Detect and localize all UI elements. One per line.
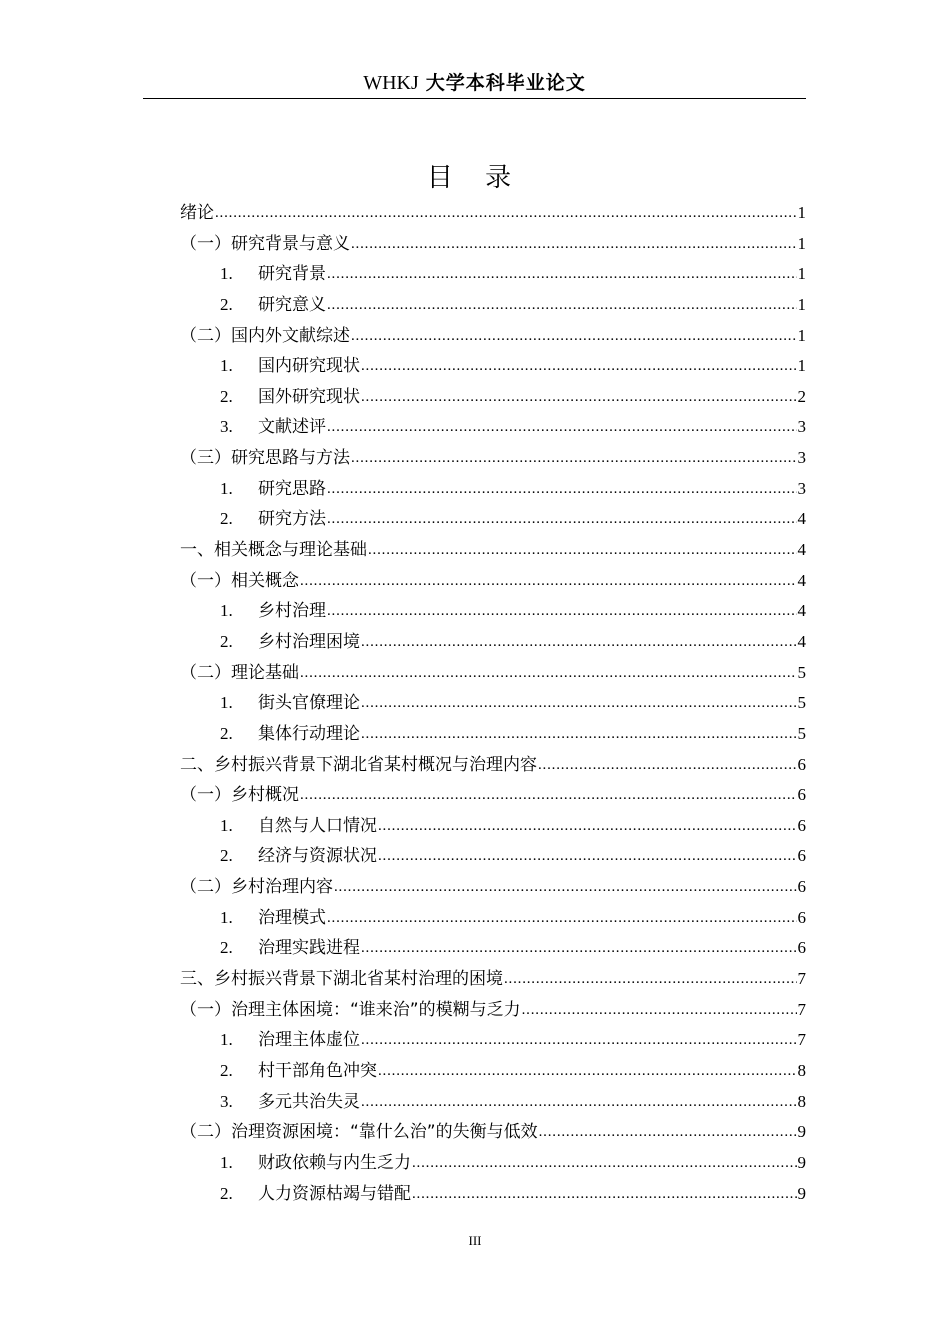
toc-entry-page: 8 <box>797 1060 806 1080</box>
toc-entry-page: 6 <box>797 938 806 958</box>
toc-entry-page: 1 <box>797 264 806 284</box>
page-header <box>143 68 806 95</box>
toc-entry-title: 研究方法 <box>258 509 326 530</box>
toc-entry-page: 5 <box>797 693 806 713</box>
toc-entry-title: 研究思路 <box>258 478 326 499</box>
toc-entry-title: （二）国内外文献综述 <box>180 325 350 346</box>
toc-dot-leader <box>334 871 797 903</box>
toc-dot-leader <box>361 350 797 382</box>
toc-entry-number: 2. <box>220 723 233 743</box>
toc-dot-leader <box>539 1116 797 1148</box>
toc-entry-title: 街头官僚理论 <box>258 693 360 714</box>
toc-dot-leader <box>327 411 797 443</box>
toc-entry-title: 自然与人口情况 <box>258 815 377 836</box>
toc-entry-title: （一）乡村概况 <box>180 785 299 806</box>
toc-dot-leader <box>215 197 797 229</box>
toc-entry-title: 二、乡村振兴背景下湖北省某村概况与治理内容 <box>180 754 537 775</box>
toc-entry-number: 2. <box>220 631 233 651</box>
toc-dot-leader <box>361 381 797 413</box>
toc-entry-title: 一、相关概念与理论基础 <box>180 540 367 561</box>
toc-dot-leader <box>412 1178 797 1210</box>
toc-entry-title: （三）研究思路与方法 <box>180 448 350 469</box>
toc-entry[interactable] <box>180 382 806 413</box>
toc-entry[interactable] <box>180 903 806 934</box>
toc-dot-leader <box>378 840 797 872</box>
toc-dot-leader <box>538 749 797 781</box>
toc-entry-page: 6 <box>797 815 806 835</box>
toc-entry-page: 1 <box>797 233 806 253</box>
toc-entry-title: （一）相关概念 <box>180 570 299 591</box>
toc-entry[interactable] <box>180 995 806 1026</box>
toc-entry[interactable] <box>180 1056 806 1087</box>
toc-entry-title: 治理模式 <box>258 907 326 928</box>
toc-entry[interactable] <box>180 474 806 505</box>
toc-entry-title: （一）治理主体困境：“谁来治”的模糊与乏力 <box>180 999 521 1020</box>
toc-entry[interactable] <box>180 750 806 781</box>
toc-dot-leader <box>361 626 797 658</box>
toc-entry[interactable] <box>180 290 806 321</box>
toc-entry-number: 2. <box>220 1060 233 1080</box>
toc-entry-page: 2 <box>797 386 806 406</box>
toc-dot-leader <box>378 1055 797 1087</box>
toc-entry-page: 5 <box>797 662 806 682</box>
toc-entry-number: 1. <box>220 815 233 835</box>
toc-entry-title: （二）乡村治理内容 <box>180 877 333 898</box>
toc-entry-title: （二）治理资源困境：“靠什么治”的失衡与低效 <box>180 1122 538 1143</box>
toc-entry-number: 1. <box>220 478 233 498</box>
toc-entry[interactable] <box>180 1025 806 1056</box>
toc-entry[interactable] <box>180 504 806 535</box>
toc-dot-leader <box>412 1147 797 1179</box>
toc-entry-page: 6 <box>797 907 806 927</box>
toc-entry-number: 2. <box>220 294 233 314</box>
table-of-contents <box>180 198 806 1209</box>
toc-entry[interactable] <box>180 627 806 658</box>
header-rule <box>143 98 806 99</box>
toc-entry[interactable] <box>180 964 806 995</box>
toc-entry-title: （一）研究背景与意义 <box>180 233 350 254</box>
toc-dot-leader <box>327 473 797 505</box>
toc-entry-page: 1 <box>797 294 806 314</box>
toc-dot-leader <box>361 932 797 964</box>
toc-dot-leader <box>327 902 797 934</box>
toc-entry-number: 1. <box>220 1152 233 1172</box>
toc-entry[interactable] <box>180 1148 806 1179</box>
toc-entry-number: 1. <box>220 264 233 284</box>
toc-entry-page: 7 <box>797 969 806 989</box>
toc-entry[interactable] <box>180 351 806 382</box>
toc-entry-title: 治理主体虚位 <box>258 1030 360 1051</box>
toc-entry-page: 6 <box>797 877 806 897</box>
toc-entry-title: 国内研究现状 <box>258 356 360 377</box>
toc-dot-leader <box>361 1024 797 1056</box>
toc-entry-title: 乡村治理 <box>258 601 326 622</box>
toc-dot-leader <box>300 657 797 689</box>
toc-title: 目 录 <box>426 163 524 193</box>
toc-entry-page: 3 <box>797 478 806 498</box>
toc-entry[interactable] <box>180 933 806 964</box>
toc-entry-page: 8 <box>797 1091 806 1111</box>
toc-entry-title: 三、乡村振兴背景下湖北省某村治理的困境 <box>180 969 503 990</box>
toc-entry[interactable] <box>180 566 806 597</box>
toc-dot-leader <box>351 228 797 260</box>
toc-entry-number: 2. <box>220 509 233 529</box>
toc-entry[interactable] <box>180 412 806 443</box>
toc-entry-page: 6 <box>797 846 806 866</box>
header-title: 大学本科毕业论文 <box>425 72 586 94</box>
toc-entry-page: 7 <box>797 1030 806 1050</box>
toc-dot-leader <box>361 687 797 719</box>
toc-entry[interactable] <box>180 719 806 750</box>
toc-dot-leader <box>351 320 797 352</box>
toc-entry-title: 乡村治理困境 <box>258 631 360 652</box>
toc-entry-title: 人力资源枯竭与错配 <box>258 1183 411 1204</box>
toc-entry[interactable] <box>180 780 806 811</box>
toc-entry-title: 经济与资源状况 <box>258 846 377 867</box>
page-number: III <box>468 1233 482 1248</box>
toc-entry[interactable] <box>180 198 806 229</box>
toc-entry-page: 4 <box>797 509 806 529</box>
toc-entry-page: 7 <box>797 999 806 1019</box>
toc-entry-title: 国外研究现状 <box>258 386 360 407</box>
toc-dot-leader <box>300 779 797 811</box>
toc-dot-leader <box>378 810 797 842</box>
toc-entry-title: 研究背景 <box>258 264 326 285</box>
toc-entry[interactable] <box>180 535 806 566</box>
toc-entry[interactable] <box>180 321 806 352</box>
toc-dot-leader <box>300 565 797 597</box>
toc-entry-title: 集体行动理论 <box>258 723 360 744</box>
toc-entry[interactable] <box>180 1087 806 1118</box>
toc-entry-number: 3. <box>220 417 233 437</box>
toc-entry-page: 6 <box>797 785 806 805</box>
toc-entry-page: 9 <box>797 1183 806 1203</box>
toc-entry-title: 多元共治失灵 <box>258 1091 360 1112</box>
toc-entry-page: 4 <box>797 601 806 621</box>
toc-dot-leader <box>327 289 797 321</box>
toc-entry-number: 2. <box>220 938 233 958</box>
toc-dot-leader <box>327 503 797 535</box>
toc-entry-page: 9 <box>797 1122 806 1142</box>
toc-entry-number: 2. <box>220 846 233 866</box>
toc-entry[interactable] <box>180 259 806 290</box>
toc-entry[interactable] <box>180 841 806 872</box>
toc-entry-page: 6 <box>797 754 806 774</box>
toc-dot-leader <box>327 595 797 627</box>
toc-entry-page: 5 <box>797 723 806 743</box>
toc-entry-page: 3 <box>797 417 806 437</box>
toc-entry-number: 3. <box>220 1091 233 1111</box>
toc-dot-leader <box>504 963 797 995</box>
toc-entry[interactable] <box>180 688 806 719</box>
toc-entry-page: 4 <box>797 570 806 590</box>
toc-entry-title: 治理实践进程 <box>258 938 360 959</box>
toc-entry[interactable] <box>180 811 806 842</box>
toc-entry-number: 1. <box>220 1030 233 1050</box>
toc-entry[interactable] <box>180 229 806 260</box>
toc-entry-number: 2. <box>220 1183 233 1203</box>
toc-entry-page: 1 <box>797 203 806 222</box>
toc-entry[interactable] <box>180 1179 806 1210</box>
toc-entry-title: 文献述评 <box>258 417 326 438</box>
toc-entry[interactable] <box>180 596 806 627</box>
toc-entry[interactable] <box>180 1117 806 1148</box>
toc-entry-title: 财政依赖与内生乏力 <box>258 1152 411 1173</box>
toc-entry-page: 1 <box>797 325 806 345</box>
toc-entry-page: 3 <box>797 448 806 468</box>
toc-entry-number: 1. <box>220 601 233 621</box>
toc-dot-leader <box>522 994 797 1026</box>
toc-entry-number: 2. <box>220 386 233 406</box>
toc-dot-leader <box>361 718 797 750</box>
toc-entry-page: 4 <box>797 631 806 651</box>
toc-entry[interactable] <box>180 443 806 474</box>
toc-dot-leader <box>351 442 797 474</box>
toc-entry[interactable] <box>180 658 806 689</box>
toc-entry-title: 研究意义 <box>258 294 326 315</box>
toc-dot-leader <box>361 1086 797 1118</box>
toc-entry-title: （二）理论基础 <box>180 662 299 683</box>
toc-entry-page: 4 <box>797 540 806 560</box>
toc-entry-number: 1. <box>220 907 233 927</box>
toc-entry[interactable] <box>180 872 806 903</box>
toc-entry-title: 绪论 <box>180 203 214 223</box>
header-latin: WHKJ <box>363 72 419 94</box>
toc-entry-page: 1 <box>797 356 806 376</box>
toc-entry-title: 村干部角色冲突 <box>258 1060 377 1081</box>
toc-dot-leader <box>327 258 797 290</box>
toc-entry-number: 1. <box>220 693 233 713</box>
toc-entry-number: 1. <box>220 356 233 376</box>
toc-dot-leader <box>368 534 797 566</box>
toc-entry-page: 9 <box>797 1152 806 1172</box>
